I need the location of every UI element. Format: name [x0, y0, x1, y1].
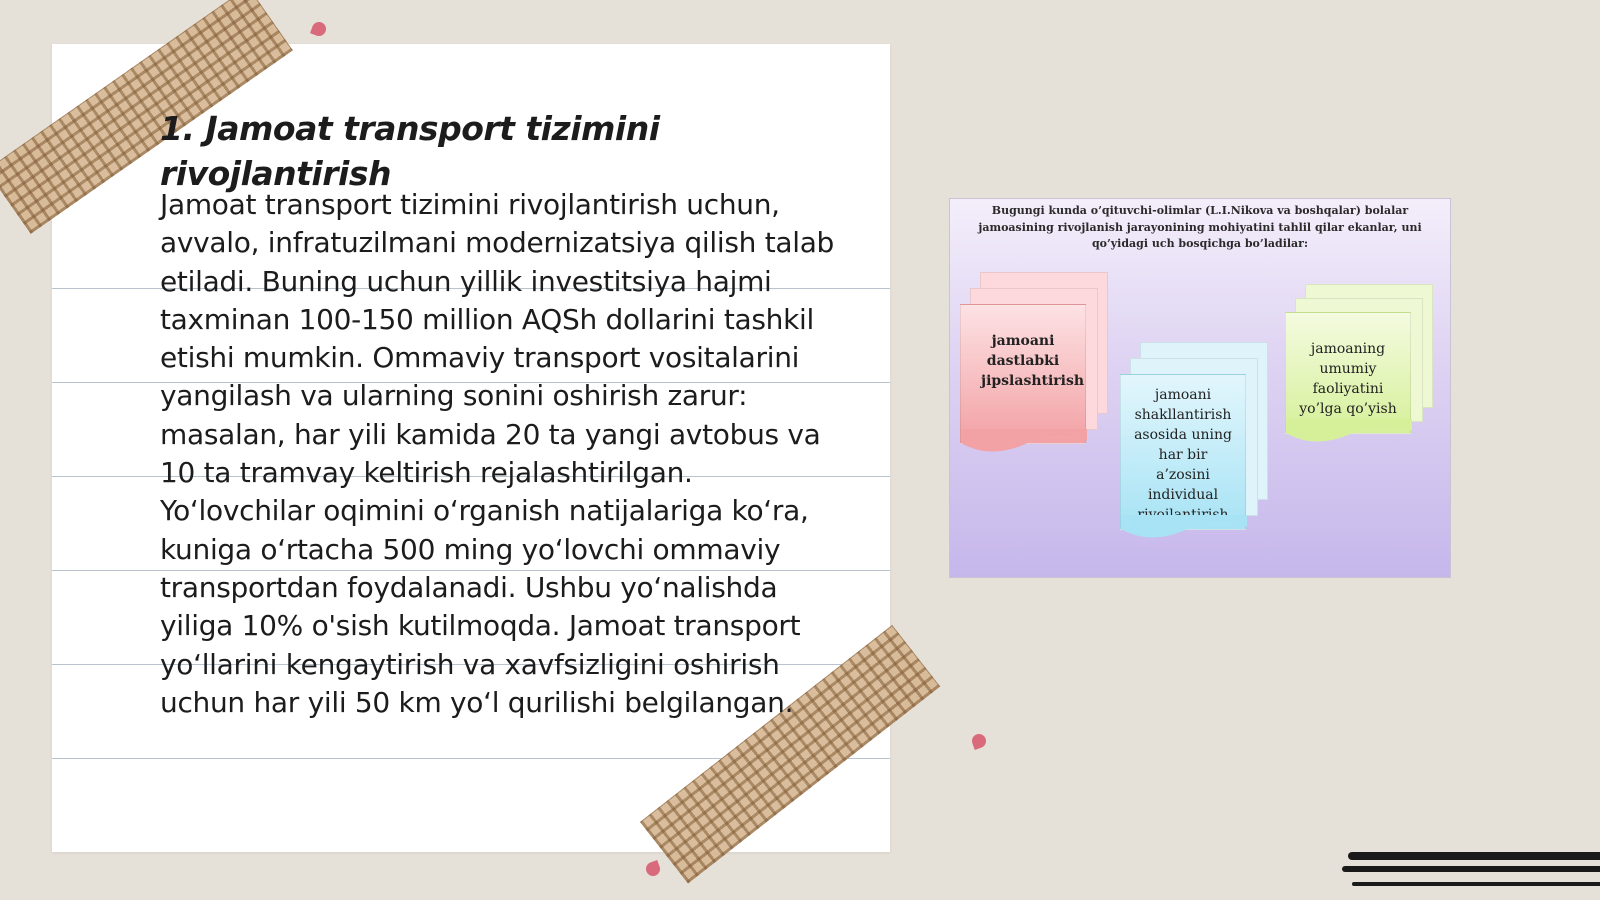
stage-label: jamoani shakllantirish asosida uning har bir a’zosini individual: [1134, 387, 1232, 503]
slide-heading: 1. Jamoat transport tizimini rivojlantirish: [160, 109, 660, 193]
pin-decoration: [644, 860, 662, 878]
stage-card-front: [1120, 374, 1246, 530]
card-wave-edge: [1286, 419, 1412, 447]
stage-label: jamoaning umumiy faoliyatini yo’lga qo’yish: [1299, 341, 1397, 417]
pin-decoration: [970, 732, 988, 750]
pin-decoration: [310, 20, 328, 38]
stages-diagram: [949, 198, 1451, 578]
stage-card-front: [1285, 312, 1411, 434]
slide-body-text: Jamoat transport tizimini rivojlantirish uchun, avvalo, infratuzilmani modernizatsiya qilish talab etiladi. Buning uchun yillik investitsiya hajmi taxminan 100-150 million AQSh dollarini tashkil etishi mumkin. Ommaviy transport vositalarini yangilash va ularning sonini oshirish zarur: masalan, har yili kamida 20 ta yangi avtobus va 10 ta tramvay keltirish rejalashtirilgan. Yo‘lovchilar oqimini o‘rganish natijalariga ko‘ra, kuniga o‘rtacha 500 ming yo‘lovchi ommaviy transportdan foydalanadi. Ushbu yo‘nalishda yiliga 10% o'sish kutilmoqda. Jamoat transport yo‘llarini kengaytirish va xavfsizligini oshirish uchun har yili 50 km yo‘l qurilishi belgilangan.: [160, 188, 835, 719]
card-wave-edge: [1121, 515, 1247, 543]
card-wave-edge: [961, 429, 1087, 457]
decorative-stripe: [1342, 866, 1600, 872]
decorative-stripe: [1348, 852, 1600, 860]
stage-label: jamoani dastlabki jipslashtirish: [981, 333, 1085, 389]
diagram-title: Bugungi kunda o’qituvchi-olimlar (L.I.Nikova va boshqalar) bolalar jamoasining rivojlanish jarayonining mohiyatini tahlil qilar ekanlar, uni qo’yidagi uch bosqichga bo’ladilar:: [978, 204, 1422, 250]
decorative-stripe: [1352, 882, 1600, 886]
stage-card-front: [960, 304, 1086, 444]
